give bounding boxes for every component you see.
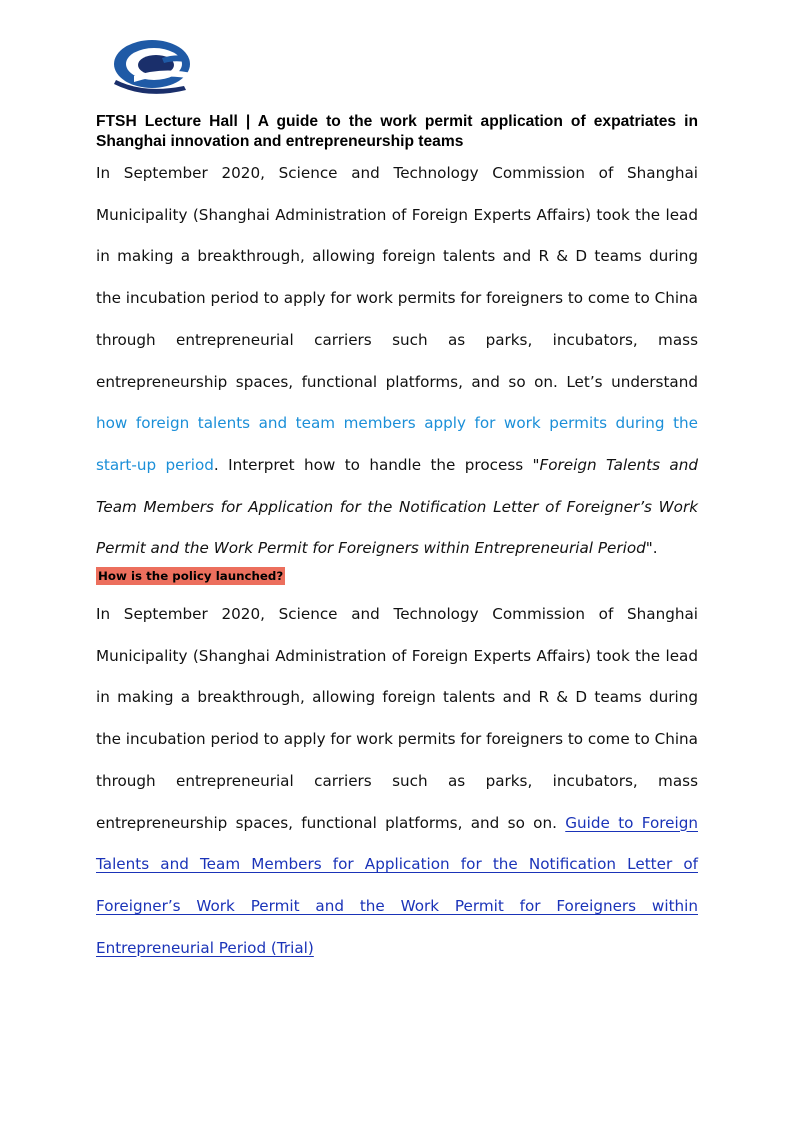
guide-link[interactable]: Guide to Foreign Talents and Team Members for Application for the Notification Letter of Foreigner’s Work Permit and the Work Permit for Foreigners within Entrepreneurial Period (Trial) xyxy=(96,813,698,957)
intro-text-end: ". xyxy=(645,539,658,558)
intro-paragraph xyxy=(96,153,698,570)
article-title: FTSH Lecture Hall | A guide to the work permit application of expatriates in Shanghai innovation and entrepreneurship teams xyxy=(96,113,698,150)
logo-caption xyxy=(104,95,204,103)
intro-text-middle: . Interpret how to handle the process " xyxy=(213,455,540,474)
body-text: In September 2020, Science and Technology Commission of Shanghai Municipality (Shanghai Administration of Foreign Experts Affairs) took the lead in making a breakthrough, allowing foreign talents and R & D teams during the incubation period to apply for work permits for foreigners to come to China through entrepreneurial carriers such as parks, incubators, mass entrepreneurship spaces, functional platforms, and so on. xyxy=(96,605,698,832)
body-paragraph xyxy=(96,594,698,969)
logo-emblem xyxy=(104,36,204,98)
section-badge: How is the policy launched? xyxy=(98,569,284,584)
intro-highlight: how foreign talents and team members apply for work permits during the start-up period xyxy=(96,414,698,474)
logo-caption-text-graphic xyxy=(104,102,204,103)
article xyxy=(96,112,698,969)
intro-italic-process-name: Foreign Talents and Team Members for Application for the Notification Letter of Foreigner’s Work Permit and the Work Permit for Foreigners within Entrepreneurial Period xyxy=(96,455,698,558)
intro-text-before: In September 2020, Science and Technology Commission of Shanghai Municipality (Shanghai Administration of Foreign Experts Affairs) took the lead in making a breakthrough, allowing foreign talents and R & D teams during the incubation period to apply for work permits for foreigners to come to China through entrepreneurial carriers such as parks, incubators, mass entrepreneurship spaces, functional platforms, and so on. Let’s understand xyxy=(96,164,698,391)
